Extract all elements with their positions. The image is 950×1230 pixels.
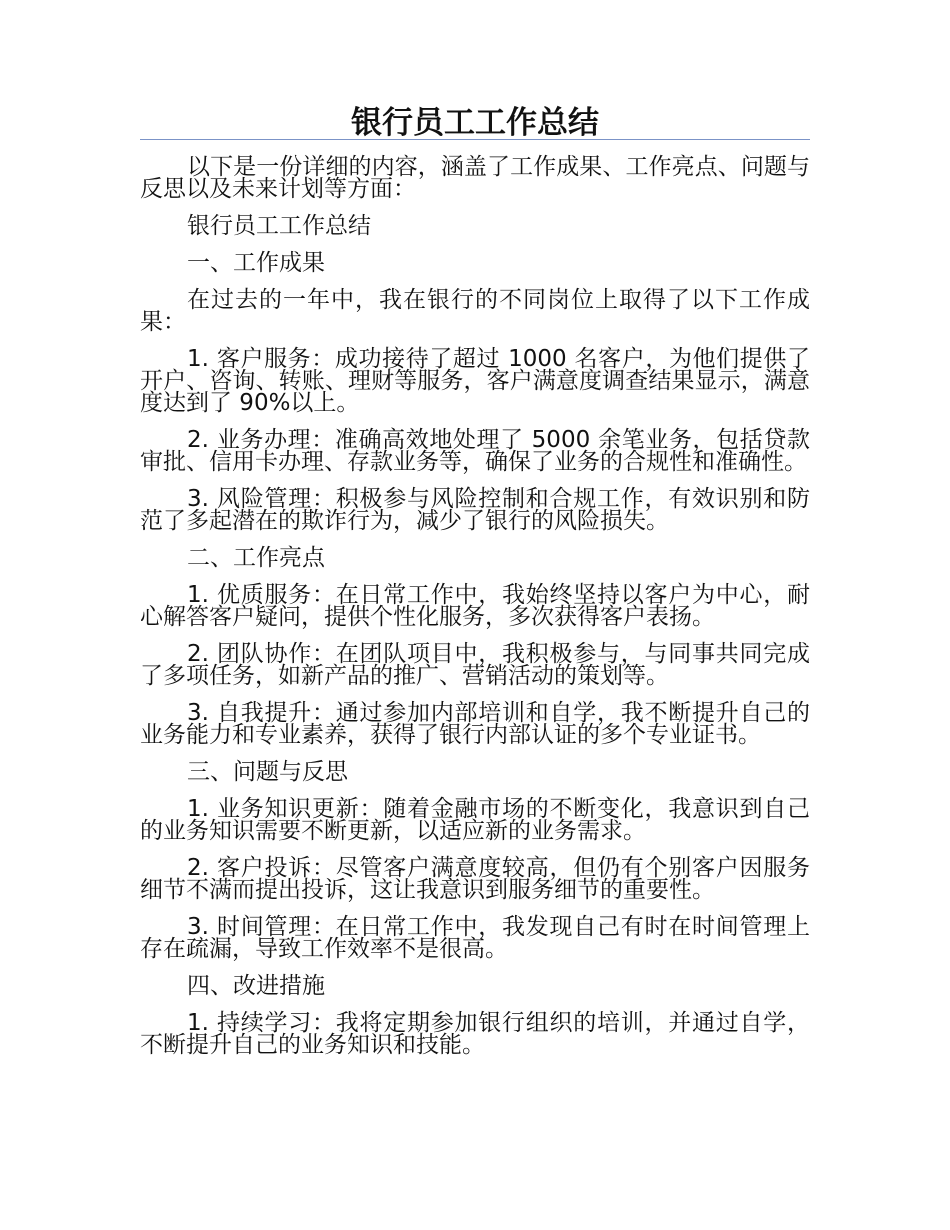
- issue-item: 3. 时间管理：在日常工作中，我发现自己有时在时间管理上存在疏漏，导致工作效率不是很高。: [140, 914, 810, 962]
- summary-heading: 银行员工工作总结: [187, 213, 371, 239]
- title-underline: [140, 139, 810, 140]
- achievement-item: 3. 风险管理：积极参与风险控制和合规工作，有效识别和防范了多起潜在的欺诈行为，减少了银行的风险损失。: [140, 486, 810, 534]
- document-title: 银行员工工作总结: [351, 105, 599, 141]
- section-heading-highlights: 二、工作亮点: [187, 545, 325, 571]
- highlight-item: 2. 团队协作：在团队项目中，我积极参与，与同事共同完成了多项任务，如新产品的推广、营销活动的策划等。: [140, 641, 810, 689]
- issue-item: 2. 客户投诉：尽管客户满意度较高，但仍有个别客户因服务细节不满而提出投诉，这让我意识到服务细节的重要性。: [140, 855, 810, 903]
- achievement-item: 1. 客户服务：成功接待了超过 1000 名客户，为他们提供了开户、咨询、转账、理财等服务，客户满意度调查结果显示，满意度达到了 90%以上。: [140, 346, 810, 416]
- achievement-item: 2. 业务办理：准确高效地处理了 5000 余笔业务，包括贷款审批、信用卡办理、存款业务等，确保了业务的合规性和准确性。: [140, 427, 810, 475]
- intro-paragraph: 以下是一份详细的内容，涵盖了工作成果、工作亮点、问题与反思以及未来计划等方面：: [140, 154, 810, 202]
- achievements-intro: 在过去的一年中，我在银行的不同岗位上取得了以下工作成果：: [140, 287, 810, 335]
- improvement-item: 1. 持续学习：我将定期参加银行组织的培训，并通过自学，不断提升自己的业务知识和技能。: [140, 1010, 810, 1058]
- section-heading-issues: 三、问题与反思: [187, 759, 348, 785]
- section-heading-achievements: 一、工作成果: [187, 250, 325, 276]
- highlight-item: 1. 优质服务：在日常工作中，我始终坚持以客户为中心，耐心解答客户疑问，提供个性化服务，多次获得客户表扬。: [140, 582, 810, 630]
- issue-item: 1. 业务知识更新：随着金融市场的不断变化，我意识到自己的业务知识需要不断更新，以适应新的业务需求。: [140, 796, 810, 844]
- highlight-item: 3. 自我提升：通过参加内部培训和自学，我不断提升自己的业务能力和专业素养，获得了银行内部认证的多个专业证书。: [140, 700, 810, 748]
- section-heading-improvements: 四、改进措施: [187, 973, 325, 999]
- document-body: [140, 156, 810, 1071]
